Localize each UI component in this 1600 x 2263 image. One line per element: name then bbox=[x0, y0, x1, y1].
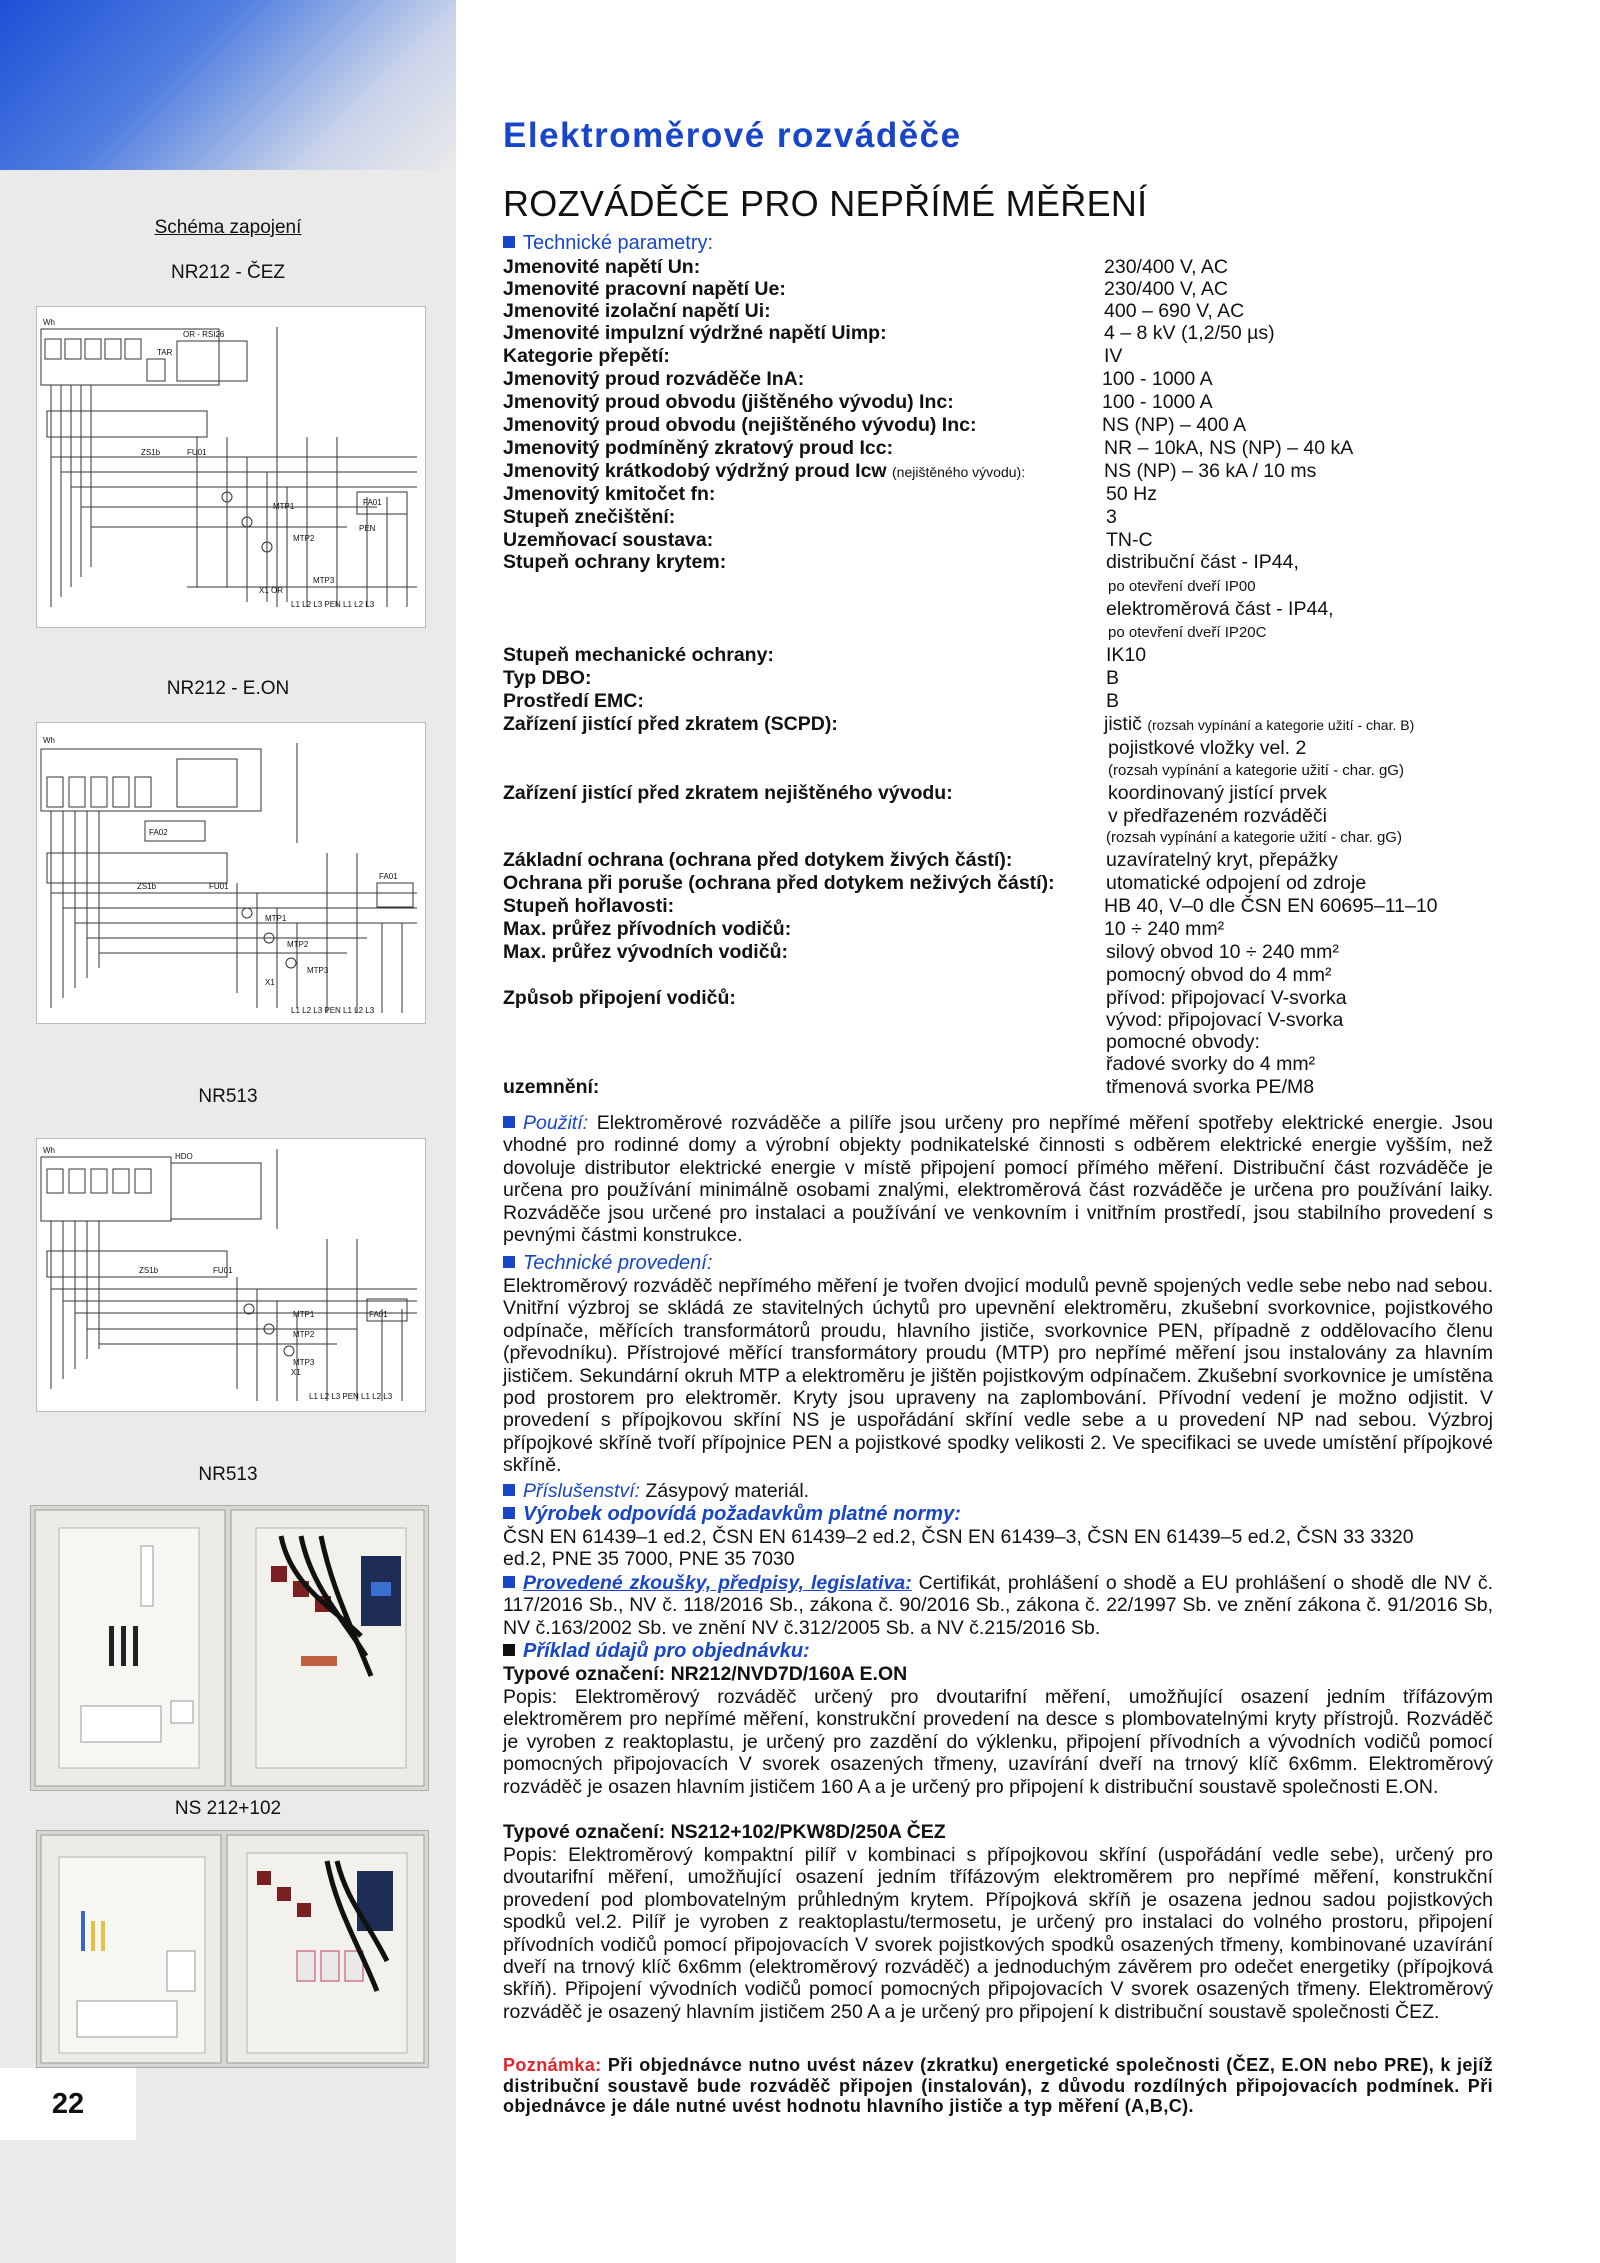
bullet-square-icon bbox=[503, 1507, 515, 1519]
label-or-rsi: OR - RSI26 bbox=[183, 330, 225, 339]
param-value-vyvodni-2: pomocný obvod do 4 mm² bbox=[1106, 964, 1332, 986]
param-label-ui: Jmenovité izolační napětí Ui: bbox=[503, 300, 771, 322]
standards-heading: Výrobek odpovídá požadavkům platné normy: bbox=[503, 1503, 961, 1526]
label-fa01-3: FA01 bbox=[369, 1310, 388, 1319]
param-value-dbo: B bbox=[1106, 667, 1120, 689]
param-value-mech: IK10 bbox=[1106, 644, 1147, 666]
caption-nr212-cez: NR212 - ČEZ bbox=[170, 262, 286, 283]
tech-params-heading: Technické parametry: bbox=[503, 232, 713, 255]
accessories-line: Příslušenství: Zásypový materiál. bbox=[503, 1480, 1493, 1502]
param-value-scpd-3: (rozsah vypínání a kategorie užití - char. gG) bbox=[1108, 762, 1404, 779]
param-value-ui: 400 – 690 V, AC bbox=[1104, 300, 1245, 322]
param-value-ochrana-krytem-4: po otevření dveří IP20C bbox=[1108, 624, 1267, 641]
param-label-zakladni: Základní ochrana (ochrana před dotykem živých částí): bbox=[503, 849, 1013, 871]
label-mtp1-3: MTP1 bbox=[293, 1310, 315, 1319]
wiring-diagram-nr513 bbox=[36, 1138, 426, 1412]
page-number: 22 bbox=[0, 2068, 136, 2140]
param-value-uzemneni: třmenová svorka PE/M8 bbox=[1106, 1076, 1315, 1098]
param-value-pripojeni: přívod: připojovací V-svorka bbox=[1106, 987, 1347, 1009]
label-bottom-row: L1 L2 L3 PEN L1 L2 L3 bbox=[291, 600, 375, 609]
order-example-heading: Příklad údajů pro objednávku: bbox=[503, 1640, 810, 1663]
param-value-privodni: 10 ÷ 240 mm² bbox=[1104, 918, 1225, 940]
param-label-uzemneni: uzemnění: bbox=[503, 1076, 600, 1098]
label-zs1b-2: ZS1b bbox=[137, 882, 157, 891]
label-mtp2-2: MTP2 bbox=[287, 940, 309, 949]
label-zs1b-3: ZS1b bbox=[139, 1266, 159, 1275]
caption-nr513: NR513 bbox=[198, 1086, 258, 1107]
bullet-square-icon bbox=[503, 1256, 515, 1268]
param-value-inc-nejist: NS (NP) – 400 A bbox=[1102, 414, 1247, 436]
param-value-ochrana-krytem: distribuční část - IP44, bbox=[1106, 551, 1299, 573]
param-value-ochrana-krytem-2: po otevření dveří IP00 bbox=[1108, 578, 1256, 595]
wiring-diagram-nr212-cez bbox=[36, 306, 426, 628]
description-2: Popis: Elektroměrový kompaktní pilíř v kombinaci s přípojkovou skříní (uspořádání vedle sebe), určený pro dvoutarifní měření, umožňující osazení jedním třífázovým elektroměrem pro nepřímé měření, konstrukční provedení pod plombovatelným průhledným krytem. Přípojková skříň je osazena jednou sadou pojistkových spodků vel.2. Pilíř je vyroben z reaktoplastu/termosetu, je určený pro instalaci do volného prostoru, připojení přívodních vodičů pomocí připojovacích V svorek pojistkových spodků osazených třmeny, kombinované uzavírání dveří na trnový klíč 6x6mm (elektroměrový rozváděč) a jednoduchým závěrem pro odečet energetiky (přípojková skříň). Připojení vývodních vodičů pomocí pomocných připojovacích V svorek osazených třmeny. Elektroměrový rozváděč je osazený hlavním jističem 250 A a je určený pro připojení k distribuční soustavě společnosti ČEZ. bbox=[503, 1844, 1493, 2023]
param-label-emc: Prostředí EMC: bbox=[503, 690, 644, 712]
param-label-fn: Jmenovitý kmitočet fn: bbox=[503, 483, 716, 505]
param-value-scpd: jistič (rozsah vypínání a kategorie užití - char. B) bbox=[1104, 713, 1415, 735]
param-label-privodni: Max. průřez přívodních vodičů: bbox=[503, 918, 792, 940]
bullet-square-icon bbox=[503, 1644, 515, 1656]
label-fa01: FA01 bbox=[363, 498, 382, 507]
param-value-icw: NS (NP) – 36 kA / 10 ms bbox=[1104, 460, 1317, 482]
label-fu01: FU01 bbox=[187, 448, 207, 457]
param-label-mech: Stupeň mechanické ochrany: bbox=[503, 644, 774, 666]
label-x1-3: X1 bbox=[291, 1368, 301, 1377]
wiring-diagram-svg-3 bbox=[37, 1139, 425, 1411]
param-value-znecisteni: 3 bbox=[1106, 506, 1117, 528]
param-label-vyvodni: Max. průřez vývodních vodičů: bbox=[503, 941, 788, 963]
label-fu01-2: FU01 bbox=[209, 882, 229, 891]
label-bottom-row-3: L1 L2 L3 PEN L1 L2 L3 bbox=[309, 1392, 393, 1401]
sidebar-gradient bbox=[0, 0, 456, 170]
param-value-scpd-nejist: koordinovaný jistící prvek bbox=[1108, 782, 1327, 804]
param-value-zakladni: uzavíratelný kryt, přepážky bbox=[1106, 849, 1338, 871]
label-wh-3: Wh bbox=[43, 1146, 55, 1155]
bullet-square-icon bbox=[503, 1484, 515, 1496]
param-label-icc: Jmenovitý podmíněný zkratový proud Icc: bbox=[503, 437, 894, 459]
label-mtp2-3: MTP2 bbox=[293, 1330, 315, 1339]
param-value-uimp: 4 – 8 kV (1,2/50 µs) bbox=[1104, 322, 1275, 344]
label-mtp3-3: MTP3 bbox=[293, 1358, 315, 1367]
usage-paragraph: Použití: Elektroměrové rozváděče a pilíře jsou určeny pro nepřímé měření spotřeby elektrické energie. Jsou vhodné pro rodinné domy a výrobní objekty podnikatelské činnosti s odběrem elektrické energie vyšším, než dovoluje distributor elektrické energie v místě připojení pomocí přímého měření. Distribuční část rozváděče je určena pro používání minimálně osobami znalými, elektroměrová část rozváděče je určena pro používání laiky. Rozváděče jsou určené pro instalaci a používání ve venkovním i vnitřním prostředí, jsou stabilního provedení s pevnými částmi konstrukce. bbox=[503, 1112, 1493, 1247]
param-label-uimp: Jmenovité impulzní výdržné napětí Uimp: bbox=[503, 322, 887, 344]
wiring-diagram-svg-2 bbox=[37, 723, 425, 1023]
bullet-square-icon bbox=[503, 1576, 515, 1588]
param-value-pripojeni-3: pomocné obvody: bbox=[1106, 1031, 1260, 1053]
tests-paragraph: Provedené zkoušky, předpisy, legislativa: Certifikát, prohlášení o shodě a EU prohlášení o shodě dle NV č. 117/2016 Sb., NV č. 118/2016 Sb., zákona č. 90/2016 Sb., zákona č. 22/1997 Sb. ve znění zákona č. 91/2016 Sb, NV č.163/2002 Sb. ve znění NV č.312/2005 Sb. a NV č.215/2016 Sb. bbox=[503, 1572, 1493, 1639]
param-label-ue: Jmenovité pracovní napětí Ue: bbox=[503, 278, 786, 300]
param-value-pripojeni-4: řadové svorky do 4 mm² bbox=[1106, 1053, 1316, 1075]
param-value-icc: NR – 10kA, NS (NP) – 40 kA bbox=[1104, 437, 1354, 459]
standards-text: ČSN EN 61439–1 ed.2, ČSN EN 61439–2 ed.2, ČSN EN 61439–3, ČSN EN 61439–5 ed.2, ČSN 33 3320 ed.2, PNE 35 7000, PNE 35 7030 bbox=[503, 1526, 1414, 1571]
label-mtp1-2: MTP1 bbox=[265, 914, 287, 923]
photo-ns212-102-cabinet bbox=[36, 1830, 429, 2068]
label-zs1b: ZS1b bbox=[141, 448, 161, 457]
param-value-soustava: TN-C bbox=[1106, 529, 1153, 551]
order-note: Poznámka: Při objednávce nutno uvést název (zkratku) energetické společnosti (ČEZ, E.ON nebo PRE), k jejíž distribuční soustavě bude rozváděč připojen (instalován), z důvodu rozdílných připojovacích podmínek. Při objednávce je dále nutné uvést hodnotu hlavního jističe a typ měření (A,B,C). bbox=[503, 2055, 1493, 2116]
param-value-scpd-nejist-3: (rozsah vypínání a kategorie užití - char. gG) bbox=[1106, 829, 1402, 846]
param-label-scpd: Zařízení jistící před zkratem (SCPD): bbox=[503, 713, 838, 735]
label-tar: TAR bbox=[157, 348, 173, 357]
param-label-scpd-nejist: Zařízení jistící před zkratem nejištěného vývodu: bbox=[503, 782, 953, 804]
bullet-square-icon bbox=[503, 1116, 515, 1128]
label-fu01-3: FU01 bbox=[213, 1266, 233, 1275]
caption-nr513-photo: NR513 bbox=[198, 1464, 258, 1485]
label-mtp1: MTP1 bbox=[273, 502, 295, 511]
wiring-diagram-nr212-eon bbox=[36, 722, 426, 1024]
param-value-horlavost: HB 40, V–0 dle ČSN EN 60695–11–10 bbox=[1104, 895, 1438, 917]
description-1: Popis: Elektroměrový rozváděč určený pro dvoutarifní měření, umožňující osazení jedním třífázovým elektroměrem pro nepřímé měření, konstrukční provedení na desce s plombovatelnými kryty přístrojů. Rozváděč je vyroben z reaktoplastu, je určený pro zazdění do výklenku, připojení přívodních a vývodních vodičů pomocí pomocných připojovacích V svorek osazených třmeny, uzavírání dveří na trnový klíč 6x6mm. Elektroměrový rozváděč je osazen hlavním jističem 160 A a je určený pro připojení k distribuční soustavě společnosti E.ON. bbox=[503, 1686, 1493, 1798]
param-value-pripojeni-2: vývod: připojovací V-svorka bbox=[1106, 1009, 1344, 1031]
param-value-fn: 50 Hz bbox=[1106, 483, 1157, 505]
param-label-icw: Jmenovitý krátkodobý výdržný proud Icw (nejištěného vývodu): bbox=[503, 460, 1026, 482]
param-label-un: Jmenovité napětí Un: bbox=[503, 256, 701, 278]
photo-nr513-cabinet bbox=[30, 1505, 429, 1791]
param-label-soustava: Uzemňovací soustava: bbox=[503, 529, 714, 551]
param-value-ue: 230/400 V, AC bbox=[1104, 278, 1228, 300]
param-label-inc-jist: Jmenovitý proud obvodu (jištěného vývodu) Inc: bbox=[503, 391, 954, 413]
param-value-ina: 100 - 1000 A bbox=[1102, 368, 1213, 390]
param-value-scpd-nejist-2: v předřazeném rozváděči bbox=[1108, 805, 1327, 827]
label-fa02: FA02 bbox=[149, 828, 168, 837]
param-label-ochrana-krytem: Stupeň ochrany krytem: bbox=[503, 551, 727, 573]
param-value-kategorie: IV bbox=[1104, 345, 1123, 367]
param-label-porucha: Ochrana při poruše (ochrana před dotykem neživých částí): bbox=[503, 872, 1055, 894]
tech-design-paragraph: Elektroměrový rozváděč nepřímého měření je tvořen dvojicí modulů pevně spojených vedle sebe nebo nad sebou. Vnitřní výzbroj se skládá ze stavitelných úchytů pro upevnění elektroměru, zkušební svorkovnice, pojistkového odpínače, měřících transformátorů proudu, hlavního jističe, svorkovnice PEN, případně z oddělovacího členu (převodníku). Přístrojové měřící transformátory proudu (MTP) pro nepřímé měření jsou instalovány za hlavním jističem. Sekundární okruh MTP a elektroměru je jištěn pojistkovým odpínačem. Zkušební svorkovnice je umístěna pod prostorem pro elektroměr. Kryty jsou upraveny na zaplombování. Přívodní vedení je možno odjistit. V provedení s přípojkovou skříní NS je uspořádání skříní vedle sebe a u provedení NP nad sebou. Výzbroj přípojkové skříně tvoří přípojnice PEN a pojistkové spodky velikosti 2. Ve specifikaci se uvede umístění přípojkové skříně. bbox=[503, 1275, 1493, 1477]
label-fa01-2: FA01 bbox=[379, 872, 398, 881]
caption-nr212-eon: NR212 - E.ON bbox=[166, 678, 290, 699]
schema-heading: Schéma zapojení bbox=[154, 217, 302, 238]
param-label-kategorie: Kategorie přepětí: bbox=[503, 345, 670, 367]
param-value-emc: B bbox=[1106, 690, 1120, 712]
label-x1-2: X1 bbox=[265, 978, 275, 987]
label-bottom-row-2: L1 L2 L3 PEN L1 L2 L3 bbox=[291, 1006, 375, 1015]
param-label-znecisteni: Stupeň znečištění: bbox=[503, 506, 676, 528]
type-designation-2: Typové označení: NS212+102/PKW8D/250A ČEZ bbox=[503, 1821, 946, 1843]
section-title: ROZVÁDĚČE PRO NEPŘÍMÉ MĚŘENÍ bbox=[503, 183, 1148, 224]
photo-nr513-svg bbox=[31, 1506, 428, 1790]
tech-design-heading: Technické provedení: bbox=[503, 1252, 712, 1275]
param-label-pripojeni: Způsob připojení vodičů: bbox=[503, 987, 736, 1009]
label-x1or: X1 OR bbox=[259, 586, 284, 595]
label-wh-2: Wh bbox=[43, 736, 55, 745]
param-value-inc-jist: 100 - 1000 A bbox=[1102, 391, 1213, 413]
page-header-title: Elektroměrové rozváděče bbox=[503, 116, 962, 155]
param-label-inc-nejist: Jmenovitý proud obvodu (nejištěného vývodu) Inc: bbox=[503, 414, 977, 436]
photo-ns212-svg bbox=[37, 1831, 428, 2067]
label-pen: PEN bbox=[359, 524, 376, 533]
param-value-porucha: utomatické odpojení od zdroje bbox=[1106, 872, 1367, 894]
param-label-dbo: Typ DBO: bbox=[503, 667, 592, 689]
caption-ns212-102: NS 212+102 bbox=[174, 1798, 282, 1819]
wiring-diagram-svg bbox=[37, 307, 425, 627]
label-wh: Wh bbox=[43, 318, 55, 327]
label-mtp2: MTP2 bbox=[293, 534, 315, 543]
label-hdo: HDO bbox=[175, 1152, 193, 1161]
param-value-scpd-2: pojistkové vložky vel. 2 bbox=[1108, 737, 1307, 759]
label-mtp3: MTP3 bbox=[313, 576, 335, 585]
sidebar bbox=[0, 0, 456, 2263]
bullet-square-icon bbox=[503, 236, 515, 248]
param-label-ina: Jmenovitý proud rozváděče InA: bbox=[503, 368, 805, 390]
param-label-horlavost: Stupeň hořlavosti: bbox=[503, 895, 675, 917]
label-mtp3-2: MTP3 bbox=[307, 966, 329, 975]
param-value-ochrana-krytem-3: elektroměrová část - IP44, bbox=[1106, 598, 1334, 620]
param-value-vyvodni: silový obvod 10 ÷ 240 mm² bbox=[1106, 941, 1339, 963]
type-designation-1: Typové označení: NR212/NVD7D/160A E.ON bbox=[503, 1663, 908, 1685]
param-value-un: 230/400 V, AC bbox=[1104, 256, 1228, 278]
